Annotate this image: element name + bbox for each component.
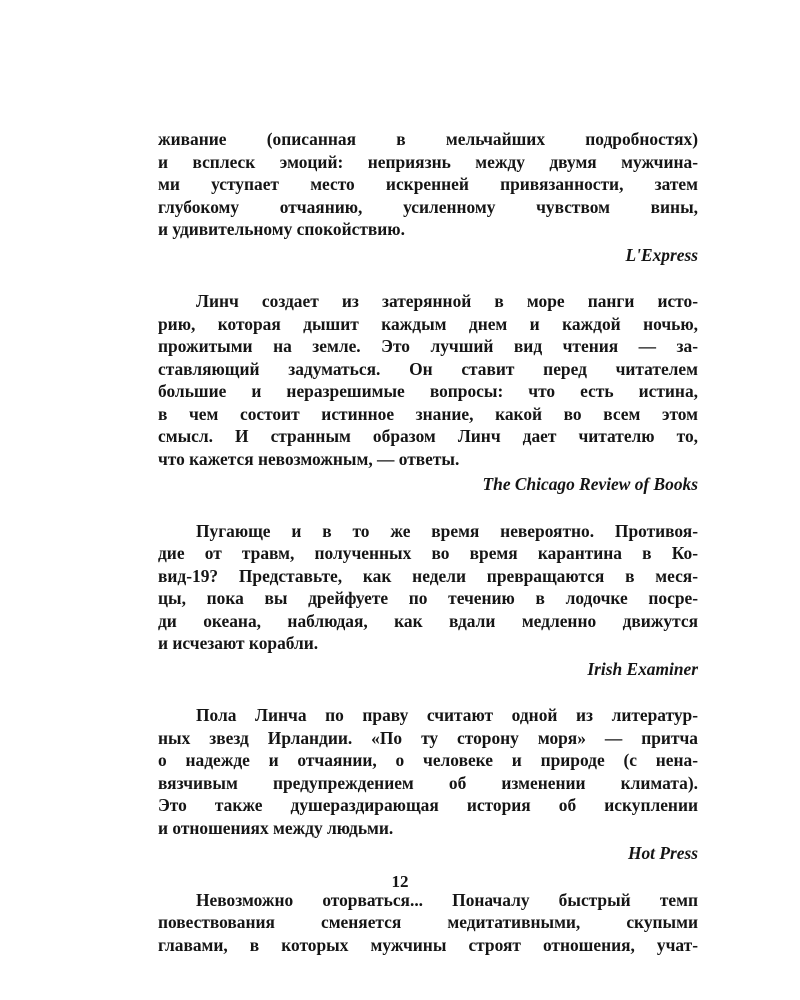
text-line: и удивительному спокойствию.: [158, 219, 405, 239]
text-line: большие и неразрешимые вопросы: что есть истина,: [158, 381, 698, 401]
review-paragraph: [158, 290, 698, 470]
text-line: и исчезают корабли.: [158, 633, 319, 653]
text-line: живание (описанная в мельчайших подробностях): [158, 129, 698, 149]
text-line: о надежде и отчаянии, о человеке и природе (с нена-: [158, 750, 698, 770]
review-paragraph: [158, 704, 698, 839]
text-line: Это также душераздирающая история об искуплении: [158, 795, 698, 815]
text-line: дие от травм, полученных во время карантина в Ко-: [158, 543, 698, 563]
page-number: 12: [391, 872, 409, 891]
text-line: повествования сменяется медитативными, скупыми: [158, 912, 698, 932]
text-line: рию, которая дышит каждым днем и каждой ночью,: [158, 313, 698, 334]
text-line: ставляющий задуматься. Он ставит перед читателем: [158, 358, 698, 379]
text-line: глубокому отчаянию, усиленному чувством вины,: [158, 196, 698, 217]
review-source: Hot Press: [627, 843, 698, 863]
review-paragraph: [158, 128, 698, 241]
text-line: вязчивым предупреждением об изменении климата).: [158, 772, 698, 793]
review-source: L'Express: [625, 244, 698, 265]
text-line: Линч создает из затерянной в море панги исто-: [196, 291, 698, 311]
text-line: что кажется невозможным, — ответы.: [158, 448, 460, 469]
text-line: прожитыми на земле. Это лучший вид чтения — за-: [158, 336, 698, 356]
review-paragraph: [158, 520, 698, 655]
text-line: главами, в которых мужчины строят отношения, учат-: [158, 934, 698, 955]
page-body: [158, 128, 698, 956]
text-line: смысл. И странным образом Линч дает читателю то,: [158, 426, 698, 446]
text-line: Невозможно оторваться... Поначалу быстрый темп: [196, 889, 698, 910]
text-line: цы, пока вы дрейфуете по течению в лодочке посре-: [158, 588, 698, 608]
text-line: ных звезд Ирландии. «По ту сторону моря» — притча: [158, 727, 698, 748]
text-line: и всплеск эмоций: неприязнь между двумя мужчина-: [158, 151, 698, 172]
text-line: в чем состоит истинное знание, какой во всем этом: [158, 403, 698, 424]
text-line: вид-19? Представьте, как недели превращаются в меся-: [158, 565, 698, 586]
text-line: Пугающе и в то же время невероятно. Противоя-: [196, 520, 698, 541]
text-line: ди океана, наблюдая, как вдали медленно движутся: [158, 610, 698, 631]
review-source: The Chicago Review of Books: [482, 474, 698, 494]
review-paragraph: [158, 889, 698, 957]
text-line: ми уступает место искренней привязанности, затем: [158, 174, 698, 194]
text-line: и отношениях между людьми.: [158, 817, 394, 838]
review-source: Irish Examiner: [587, 658, 698, 679]
text-line: Пола Линча по праву считают одной из литератур-: [196, 705, 698, 725]
